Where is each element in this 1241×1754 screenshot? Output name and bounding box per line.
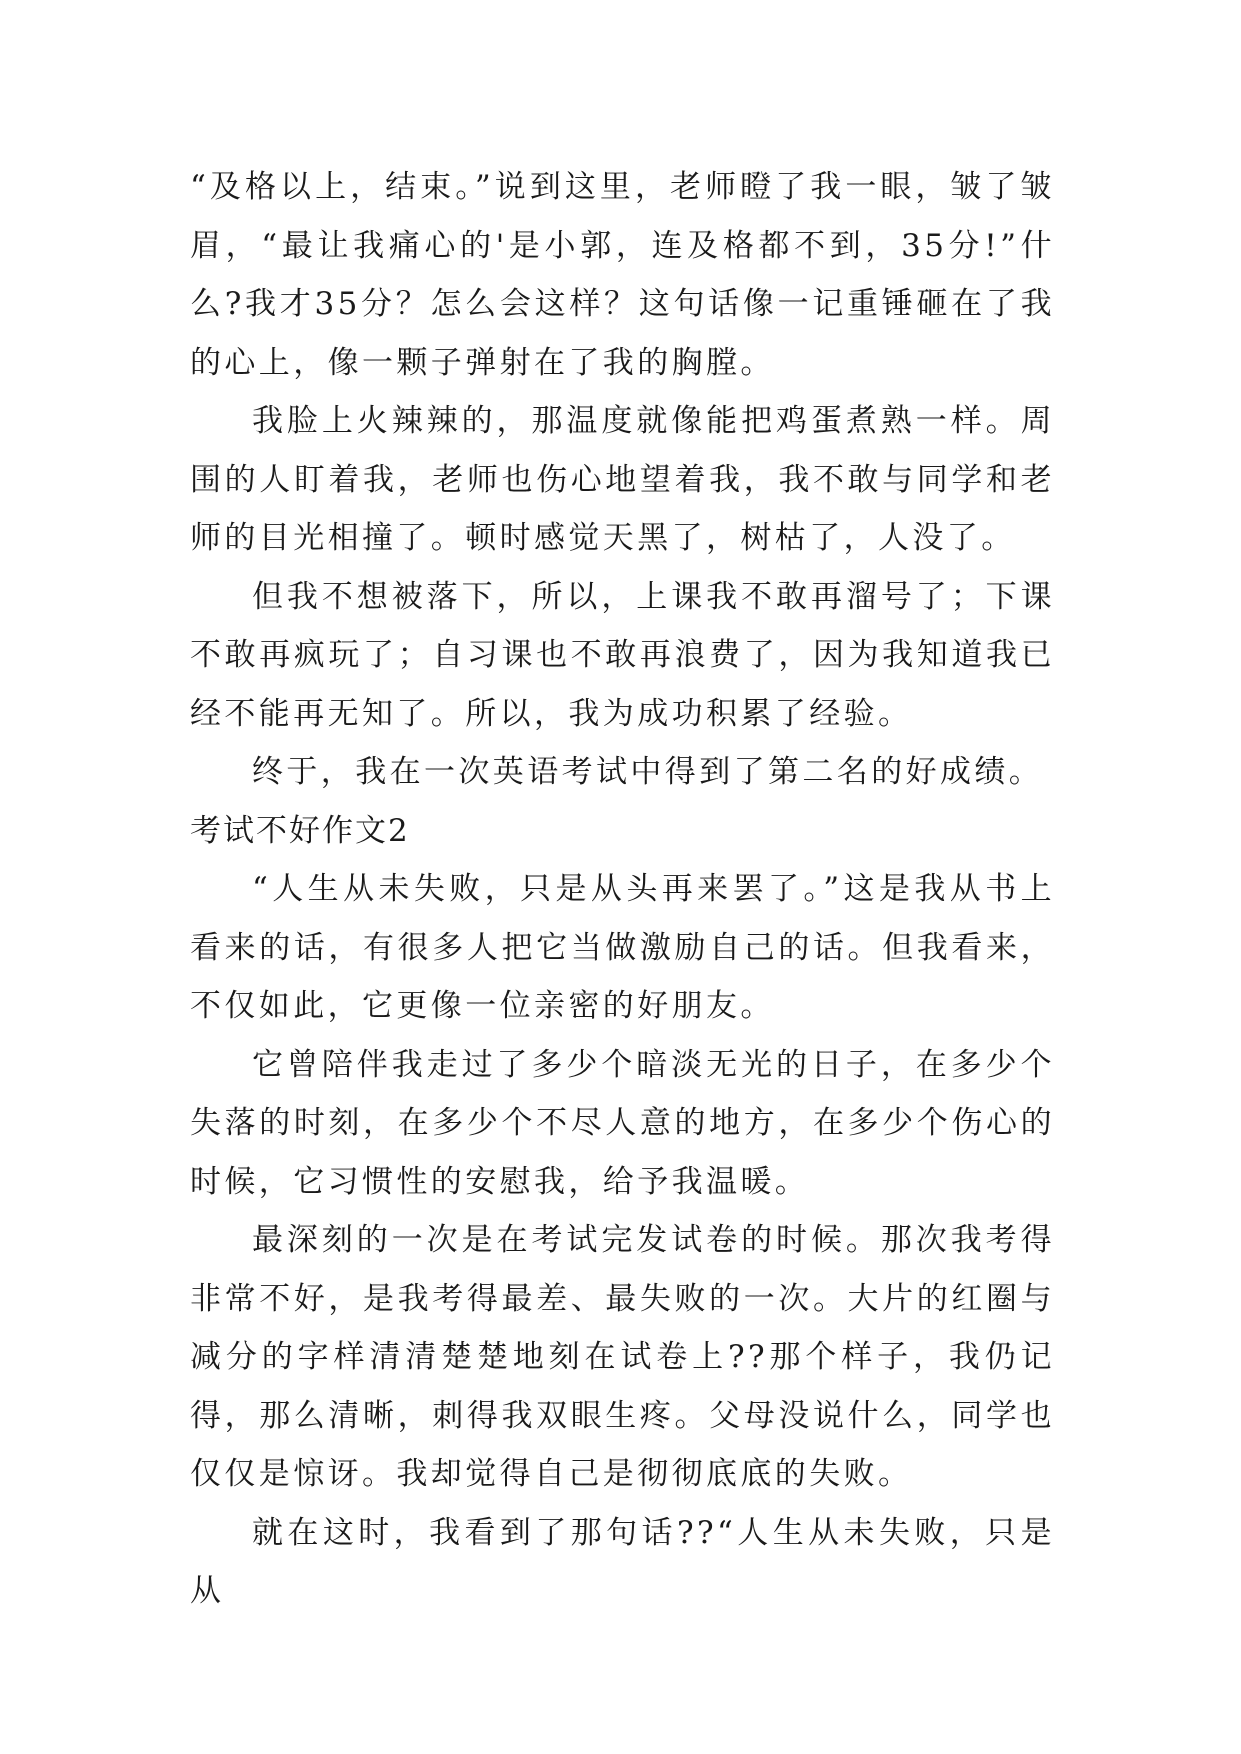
paragraph-success: 终于，我在一次英语考试中得到了第二名的好成绩。	[252, 754, 1044, 790]
paragraph-turning-point: 就在这时，我看到了那句话??“人生从未失败，只是从	[190, 1514, 1055, 1609]
paragraph-worst-exam: 最深刻的一次是在考试完发试卷的时候。那次我考得非常不好，是我考得最差、最失败的一次。大片的红圈与减分的字样清清楚楚地刻在试卷上??那个样子，我仍记得，那么清晰，刺得我双眼生疼。父母没说什么，同学也仅仅是惊讶。我却觉得自己是彻彻底底的失败。	[190, 1222, 1055, 1492]
paragraph-determination: 但我不想被落下，所以，上课我不敢再溜号了；下课不敢再疯玩了；自习课也不敢再浪费了，因为我知道我已经不能再无知了。所以，我为成功积累了经验。	[190, 578, 1055, 732]
paragraph-quote-intro: “人生从未失败，只是从头再来罢了。”这是我从书上看来的话，有很多人把它当做激励自己的话。但我看来，不仅如此，它更像一位亲密的好朋友。	[190, 871, 1055, 1024]
paragraph-embarrassment: 我脸上火辣辣的，那温度就像能把鸡蛋煮熟一样。周围的人盯着我，老师也伤心地望着我，我不敢与同学和老师的目光相撞了。顿时感觉天黑了，树枯了，人没了。	[190, 403, 1055, 556]
section-title: 考试不好作文2	[190, 812, 410, 849]
document-body	[190, 158, 1055, 1621]
paragraph-companionship: 它曾陪伴我走过了多少个暗淡无光的日子，在多少个失落的时刻，在多少个不尽人意的地方，在多少个伤心的时候，它习惯性的安慰我，给予我温暖。	[190, 1046, 1055, 1200]
paragraph-teacher-announcement: “及格以上，结束。”说到这里，老师瞪了我一眼，皱了皱眉，“最让我痛心的'是小郭，连及格都不到，35分!”什么?我才35分？怎么会这样？这句话像一记重锤砸在了我的心上，像一颗子弹射在了我的胸膛。	[190, 169, 1055, 381]
